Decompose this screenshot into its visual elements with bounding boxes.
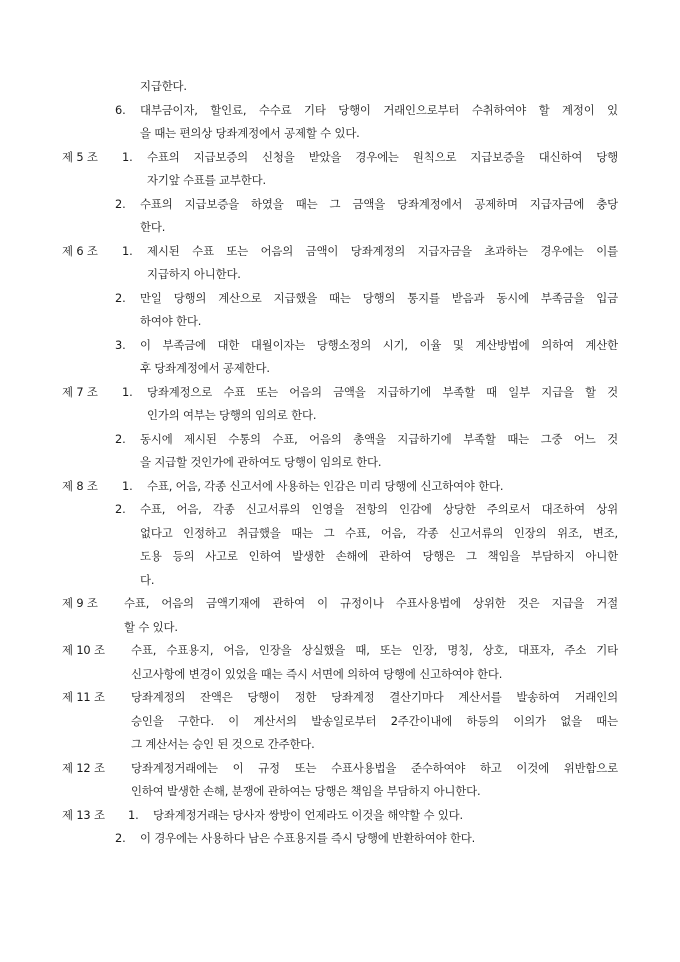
article-number: 제 7 조: [62, 385, 98, 399]
item-number: 3.: [115, 338, 126, 352]
paragraph-line: 이 부족금에 대한 대월이자는 당행소정의 시기, 이율 및 계산방법에 의하여 계산한: [140, 338, 618, 352]
item-number: 1.: [122, 150, 133, 164]
item-number: 1.: [122, 244, 133, 258]
item-number: 1.: [122, 479, 133, 493]
paragraph-line: 인가의 여부는 당행의 임의로 한다.: [147, 408, 317, 422]
paragraph-line: 지급한다.: [140, 79, 187, 93]
item-number: 1.: [122, 385, 133, 399]
paragraph-line: 제시된 수표 또는 어음의 금액이 당좌계정의 지급자금을 초과하는 경우에는 이를: [147, 244, 618, 258]
paragraph-line: 없다고 인정하고 취급했을 때는 그 수표, 어음, 각종 신고서류의 인장의 위조, 변조,: [140, 526, 618, 540]
paragraph-line: 수표, 어음의 금액기재에 관하여 이 규정이나 수표사용법에 상위한 것은 지급을 거절: [124, 596, 618, 610]
item-number: 6.: [115, 103, 126, 117]
paragraph-line: 수표, 수표용지, 어음, 인장을 상실했을 때, 또는 인장, 명칭, 상호, 대표자, 주소 기타: [131, 643, 618, 657]
paragraph-line: 다.: [140, 573, 155, 587]
article-number: 제 11 조: [62, 690, 105, 704]
article-number: 제 6 조: [62, 244, 98, 258]
item-number: 2.: [115, 197, 126, 211]
paragraph-line: 후 당좌계정에서 공제한다.: [140, 361, 270, 375]
paragraph-line: 을 지급할 것인가에 관하여도 당행이 임의로 한다.: [140, 455, 382, 469]
paragraph-line: 수표의 지급보증을 하였을 때는 그 금액을 당좌계정에서 공제하며 지급자금에 충당: [140, 197, 618, 211]
paragraph-line: 도용 등의 사고로 인하여 발생한 손해에 관하여 당행은 그 책임을 부담하지 아니한: [140, 549, 618, 563]
article-number: 제 10 조: [62, 643, 105, 657]
item-number: 1.: [128, 808, 139, 822]
paragraph-line: 당좌계정으로 수표 또는 어음의 금액을 지급하기에 부족할 때 일부 지급을 할 것: [147, 385, 618, 399]
paragraph-line: 동시에 제시된 수통의 수표, 어음의 총액을 지급하기에 부족할 때는 그중 어느 것: [140, 432, 618, 446]
paragraph-line: 수표, 어음, 각종 신고서류의 인영을 전항의 인감에 상당한 주의로서 대조하여 상위: [140, 502, 618, 516]
paragraph-line: 수표, 어음, 각종 신고서에 사용하는 인감은 미리 당행에 신고하여야 한다.: [147, 479, 504, 493]
paragraph-line: 만일 당행의 계산으로 지급했을 때는 당행의 통지를 받음과 동시에 부족금을 입금: [140, 291, 618, 305]
article-number: 제 13 조: [62, 808, 105, 822]
paragraph-line: 한다.: [140, 220, 166, 234]
paragraph-line: 승인을 구한다. 이 계산서의 발송일로부터 2주간이내에 하등의 이의가 없을 때는: [131, 714, 618, 728]
paragraph-line: 당좌계정의 잔액은 당행이 정한 당좌계정 결산기마다 계산서를 발송하여 거래인의: [131, 690, 618, 704]
paragraph-line: 하여야 한다.: [140, 314, 202, 328]
paragraph-line: 할 수 있다.: [124, 620, 178, 634]
paragraph-line: 수표의 지급보증의 신청을 받았을 경우에는 원칙으로 지급보증을 대신하여 당행: [147, 150, 618, 164]
paragraph-line: 이 경우에는 사용하다 남은 수표용지를 즉시 당행에 반환하여야 한다.: [140, 831, 476, 845]
paragraph-line: 당좌계정거래는 당사자 쌍방이 언제라도 이것을 해약할 수 있다.: [153, 808, 463, 822]
item-number: 2.: [115, 432, 126, 446]
paragraph-line: 신고사항에 변경이 있었을 때는 즉시 서면에 의하여 당행에 신고하여야 한다.: [131, 667, 503, 681]
paragraph-line: 그 계산서는 승인 된 것으로 간주한다.: [131, 737, 315, 751]
paragraph-line: 자기앞 수표를 교부한다.: [147, 173, 266, 187]
item-number: 2.: [115, 831, 126, 845]
paragraph-line: 을 때는 편의상 당좌계정에서 공제할 수 있다.: [140, 126, 360, 140]
article-number: 제 5 조: [62, 150, 98, 164]
item-number: 2.: [115, 502, 126, 516]
article-number: 제 12 조: [62, 761, 105, 775]
paragraph-line: 당좌계정거래에는 이 규정 또는 수표사용법을 준수하여야 하고 이것에 위반함으로: [131, 761, 618, 775]
paragraph-line: 인하여 발생한 손해, 분쟁에 관하여는 당행은 책임을 부담하지 아니한다.: [131, 784, 481, 798]
article-number: 제 8 조: [62, 479, 98, 493]
item-number: 2.: [115, 291, 126, 305]
paragraph-line: 지급하지 아니한다.: [147, 267, 241, 281]
article-number: 제 9 조: [62, 596, 98, 610]
paragraph-line: 대부금이자, 할인료, 수수료 기타 당행이 거래인으로부터 수취하여야 할 계정이 있: [140, 103, 618, 117]
